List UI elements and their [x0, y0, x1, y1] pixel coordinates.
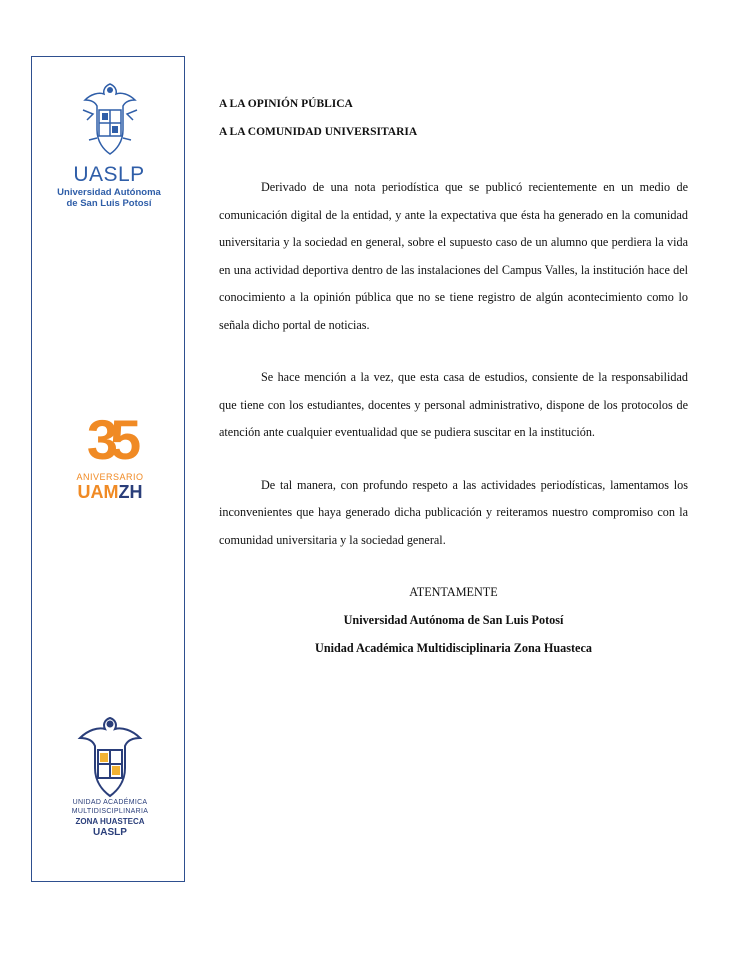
uamzh-line4: UASLP — [93, 827, 127, 838]
paragraph-1: Derivado de una nota periodística que se publicó recientemente en un medio de comunicación digital de la entidad, y ante la expectativa que ésta ha generado en la comunidad universitaria y la sociedad en general, sobre el supuesto caso de un alumno que perdiera la vida en una actividad deportiva dentro de las instalaciones del Campus Valles, la institución hace del conocimiento a la opinión pública que no se tiene registro de algún acontecimiento como lo señala dicho portal de noticias. — [219, 180, 688, 332]
uamzh-line3: ZONA HUASTECA — [75, 817, 145, 826]
anniversary-brand — [70, 482, 150, 502]
signature-university: Universidad Autónoma de San Luis Potosí — [343, 613, 564, 627]
heading-public-opinion: A LA OPINIÓN PÚBLICA — [219, 98, 353, 110]
uamzh-crest-logo — [74, 714, 146, 800]
anniversary-number: 35 — [86, 408, 134, 471]
closing: ATENTAMENTE — [409, 585, 498, 599]
uaslp-name: UASLP — [73, 163, 145, 186]
heading-university-community: A LA COMUNIDAD UNIVERSITARIA — [219, 126, 418, 138]
paragraph-3: De tal manera, con profundo respeto a las actividades periodísticas, lamentamos los inconvenientes que haya generado dicha publicación y reiteramos nuestro compromiso con la comunidad universitaria y la sociedad general. — [219, 477, 688, 547]
signature-block — [219, 584, 688, 656]
anniversary-brand-b: ZH — [118, 482, 143, 502]
anniversary-label: ANIVERSARIO — [76, 472, 144, 482]
uamzh-line1: UNIDAD ACADÉMICA — [72, 799, 148, 806]
signature-unit: Unidad Académica Multidisciplinaria Zona Huasteca — [315, 641, 592, 655]
letter-body — [219, 96, 688, 656]
anniversary-logo — [70, 410, 150, 520]
uaslp-crest-logo — [77, 80, 143, 158]
uamzh-brand — [40, 798, 180, 839]
paragraph-2: Se hace mención a la vez, que esta casa de estudios, consiente de la responsabilidad que tiene con los estudiantes, docentes y personal administrativo, dispone de los protocolos de atención ante cualquier eventualidad que se pudiera suscitar en la institución. — [219, 370, 688, 439]
uaslp-brand — [40, 163, 178, 209]
uamzh-line2: MULTIDISCIPLINARIA — [71, 808, 149, 815]
anniversary-brand-a: UAM — [77, 482, 119, 502]
uaslp-full-line2: de San Luis Potosí — [66, 198, 152, 209]
uaslp-full-line1: Universidad Autónoma — [57, 187, 161, 198]
